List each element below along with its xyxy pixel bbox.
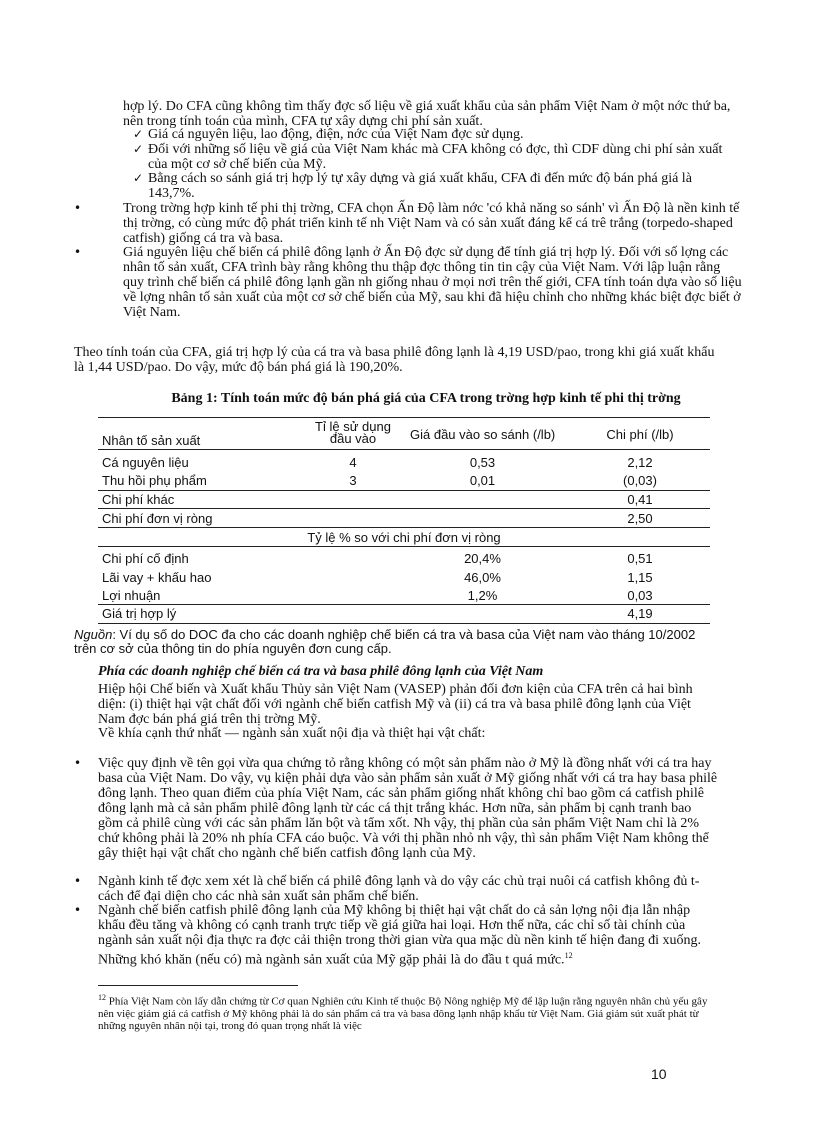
- table-cell: Lợi nhuận: [102, 588, 161, 603]
- check-icon: ✓: [133, 127, 144, 141]
- intro-paragraph: hợp lý. Do CFA cũng không tìm thấy đợc số liệu về giá xuất khẩu của sản phẩm Việt Nam ở một nớc thứ ba, nên trong tính toán của mình, CFA tự xây dựng chi phí sản xuất.: [123, 99, 731, 129]
- sub-item-2: Đối với những số liệu về giá của Việt Nam khác mà CFA không có đợc, thì CDF dùng chi phí sản xuất của một cơ sở chế biến của Mỹ.: [148, 142, 723, 172]
- table-cell: 0,51: [627, 551, 653, 566]
- section-title: Phía các doanh nghiệp chế biến cá tra và basa philê đông lạnh của Việt Nam: [98, 664, 544, 679]
- table-cell: 2,12: [627, 455, 653, 470]
- table-rule: [98, 490, 710, 491]
- table-cell: Chi phí khác: [102, 492, 175, 507]
- bullet-icon: •: [74, 201, 82, 215]
- footnote-ref[interactable]: 12: [564, 951, 573, 960]
- table-cell: 46,0%: [464, 570, 501, 585]
- table-subheader: Tỷ lệ % so với chi phí đơn vị ròng: [307, 530, 501, 545]
- bullet-icon: •: [74, 874, 82, 888]
- table-rule: [98, 527, 710, 528]
- section-bullet-1: Việc quy định về tên gọi vừa qua chứng tỏ rằng không có một sản phẩm nào ở Mỹ là đồng nhất với cá tra hay basa của Việt Nam. Do vậy, vụ kiện phải dựa vào sản phẩm sản xuất ở Mỹ giống nhất với cá tra hay basa philê đông lạnh. Theo quan điểm của phía Việt Nam, các sản phẩm giống nhất không chỉ bao gồm cá catfish philê đông lạnh mà cả sản phẩm philê đông lạnh từ các cá thịt trắng khác. Hơn nữa, sản phẩm bị cạnh tranh bao gồm cả philê cùng với các sản phẩm lăn bột và tẩm xốt. Nh vậy, thị phần của sản phẩm Việt Nam chỉ là 2% chứ không phải là 20% nh phía CFA cáo buộc. Và với thị phần nhỏ nh vậy, thì sản phẩm Việt Nam không thể gây thiệt hại vật chất cho ngành chế biến catfish đông lạnh của Mỹ.: [98, 756, 718, 861]
- table-cell: Giá trị hợp lý: [102, 606, 177, 621]
- table-header-ratio: Tỉ lệ sử dụng đầu vào: [315, 419, 391, 446]
- section-paragraph-2: Về khía cạnh thứ nhất — ngành sản xuất nội địa và thiệt hại vật chất:: [98, 726, 486, 741]
- source-text: : Ví dụ số do DOC đa cho các doanh nghiệp chế biến cá tra và basa của Việt nam vào tháng 10/2002 trên cơ sở của thông tin do phía nguyên đơn cung cấp.: [74, 627, 696, 656]
- table-cell: Thu hồi phụ phẩm: [102, 473, 207, 488]
- table-rule: [98, 604, 710, 605]
- table-cell: Cá nguyên liệu: [102, 455, 189, 470]
- summary-paragraph: Theo tính toán của CFA, giá trị hợp lý của cá tra và basa philê đông lạnh là 4,19 USD/pao, trong khi giá xuất khẩu là 1,44 USD/pao. Do vậy, mức độ bán phá giá là 190,20%.: [74, 345, 715, 375]
- sub-item-3: Bằng cách so sánh giá trị hợp lý tự xây dựng và giá xuất khẩu, CFA đi đến mức độ bán phá giá là 143,7%.: [148, 171, 692, 201]
- footnote-text: Phía Việt Nam còn lấy dẫn chứng từ Cơ quan Nghiên cứu Kinh tế thuộc Bộ Nông nghiệp Mỹ để lập luận rằng nguyên nhân chủ yếu gây nên việc giảm giá cá catfish ở Mỹ không phải là do sản phẩm cá tra và basa đông lạnh nhập khẩu từ Việt Nam. Giá giảm sút xuất phát từ những nguyên nhân nội tại, trong đó quan trọng nhất là việc: [98, 995, 708, 1032]
- table-title: Bảng 1: Tính toán mức độ bán phá giá của CFA trong trờng hợp kinh tế phi thị trờng: [171, 391, 681, 406]
- section-bullet-3-text: Ngành chế biến catfish philê đông lạnh của Mỹ không bị thiệt hại vật chất do cả sản lợng nội địa lẫn nhập khẩu đều tăng và không có cạnh tranh trực tiếp về giá giữa hai loại. Hơn thế nữa, các chỉ số tài chính của ngành sản xuất nội địa thực ra đợc cải thiện trong thời gian vừa qua mặc dù nền kinh tế hiện đang đi xuống. Những khó khăn (nếu có) mà ngành sản xuất của Mỹ gặp phải là do đầu t quá mức.: [98, 903, 702, 968]
- table-cell: 1,2%: [467, 588, 498, 603]
- table-cell: 3: [349, 473, 357, 488]
- table-cell: 2,50: [627, 511, 653, 526]
- bullet-icon: •: [74, 245, 82, 259]
- bullet-icon: •: [74, 903, 82, 917]
- table-cell: Chi phí cố định: [102, 551, 189, 566]
- check-icon: ✓: [133, 171, 144, 185]
- table-cell: 0,03: [627, 588, 653, 603]
- table-cell: 1,15: [627, 570, 653, 585]
- table-header-price: Giá đầu vào so sánh (/lb): [410, 427, 556, 442]
- page-number: 10: [651, 1066, 667, 1082]
- check-icon: ✓: [133, 142, 144, 156]
- intro-bullet-1: Trong trờng hợp kinh tế phi thị trờng, CFA chọn Ấn Độ làm nớc 'có khả năng so sánh' vì Ấn Độ là nền kinh tế thị trờng, có cùng mức độ phát triển kinh tế nh Việt Nam và có sản xuất đáng kể cá trê trắng (torpedo-shaped catfish) giống cá tra và basa.: [123, 201, 740, 246]
- intro-bullet-2: Giá nguyên liệu chế biến cá philê đông lạnh ở Ấn Độ đợc sử dụng để tính giá trị hợp lý. Đối với số lợng các nhân tố sản xuất, CFA trình bày rằng không thu thập đợc thông tin tin cậy của Việt Nam. Với lập luận rằng quy trình chế biến cá philê đông lạnh gần nh giống nhau ở mọi nơi trên thế giới, CFA tính toán dựa vào số liệu về lợng nhân tố sản xuất của một cơ sở chế biến của Mỹ, sau khi đã hiệu chỉnh cho những khác biệt đợc biết ở Việt Nam.: [123, 245, 742, 320]
- table-header-factor: Nhân tố sản xuất: [102, 433, 201, 448]
- section-bullet-2: Ngành kinh tế đợc xem xét là chế biến cá philê đông lạnh và do vậy các chủ trại nuôi cá catfish không đủ t cách để đại diện cho các nhà sản xuất sản phẩm chế biến.: [98, 874, 700, 904]
- footnote-number: 12: [98, 993, 106, 1002]
- table-cell: 4,19: [627, 606, 653, 621]
- table-top-rule: [98, 417, 710, 418]
- sub-item-1: Giá cá nguyên liệu, lao động, điện, nớc của Việt Nam đợc sử dụng.: [148, 127, 524, 142]
- table-cell: (0,03): [623, 473, 657, 488]
- table-cell: Lãi vay + khấu hao: [102, 570, 212, 585]
- section-bullet-3: [98, 903, 718, 968]
- table-cell: 0,53: [469, 455, 496, 470]
- table-cell: 0,41: [627, 492, 653, 507]
- table-cell: Chi phí đơn vị ròng: [102, 511, 213, 526]
- table-bottom-rule: [98, 623, 710, 624]
- table-cell: 20,4%: [464, 551, 501, 566]
- table-header-cost: Chi phí (/lb): [606, 427, 674, 442]
- table-rule: [98, 508, 710, 509]
- table-cell: 4: [349, 455, 357, 470]
- bullet-icon: •: [74, 756, 82, 770]
- source-label: Nguồn: [74, 627, 113, 642]
- table-rule: [98, 449, 710, 450]
- section-paragraph-1: Hiệp hội Chế biến và Xuất khẩu Thủy sản Việt Nam (VASEP) phản đối đơn kiện của CFA trên cả hai bình diện: (i) thiệt hại vật chất đối với ngành chế biến catfish Mỹ và (ii) cá tra và basa philê đông lạnh của Việt Nam đợc bán phá giá trên thị trờng Mỹ.: [98, 682, 693, 727]
- table-rule: [98, 546, 710, 547]
- footnote-rule: [98, 985, 298, 986]
- table-cell: 0,01: [469, 473, 496, 488]
- footnote: [98, 992, 718, 1032]
- table-source: [74, 628, 714, 656]
